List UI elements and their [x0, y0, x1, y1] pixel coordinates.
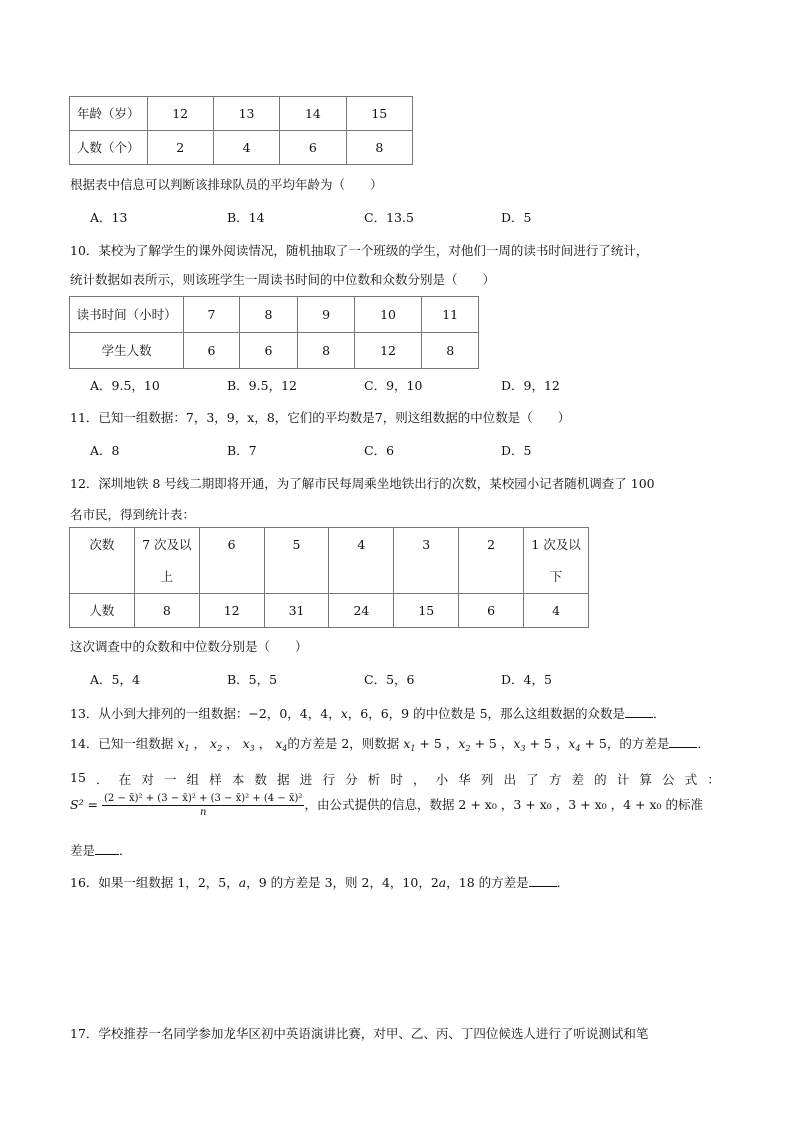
justified-char: 华: [458, 772, 471, 787]
justified-char: 的: [594, 772, 607, 787]
table-cell: 8: [134, 594, 199, 628]
question-12-options: [90, 670, 638, 688]
table-header-cell: 10: [354, 297, 422, 333]
option-a: A．13: [90, 210, 128, 225]
justified-char: 计: [616, 772, 630, 787]
table-cell: 6: [280, 131, 346, 165]
table-cell: 6: [184, 333, 240, 369]
data-list-shifted: $x_1 + 5$ ，$x_2 + 5$ ，$x_3 + 5$ ，$x_4 + 5$: [403, 736, 607, 753]
reading-time-table: [69, 296, 479, 369]
justified-char: 公: [662, 772, 675, 787]
option-a: A．8: [90, 443, 120, 458]
justified-char: ，: [413, 772, 426, 787]
question-9-stem: 根据表中信息可以判断该排球队员的平均年龄为（ ）: [70, 177, 383, 192]
variable-a: a: [438, 875, 447, 890]
answer-blank[interactable]: [625, 705, 653, 718]
data-list-x: $x_1$: [177, 736, 190, 753]
question-9-options: [90, 208, 638, 226]
question-12-line-2: 名市民，得到统计表：: [70, 507, 196, 522]
table-header-cell: 3: [394, 528, 459, 562]
subway-trips-table: [69, 527, 589, 628]
question-11-options: [90, 441, 638, 459]
table-header-cell: 8: [239, 297, 298, 333]
table-header-cell: 12: [147, 97, 213, 131]
table-cell: 12: [199, 594, 264, 628]
justified-char: ：: [707, 772, 720, 787]
table-header-cell: [459, 562, 524, 594]
table-header-cell: 9: [298, 297, 355, 333]
option-c: C．13.5: [364, 210, 414, 225]
table-header-cell: 15: [346, 97, 412, 131]
question-16: 16．如果一组数据 1，2，5，a，9 的方差是 3，则 2，4，10，2a，18 的方差是 ．: [70, 875, 570, 890]
justified-char: 本: [231, 772, 245, 787]
table-header-cell: [394, 562, 459, 594]
option-c: C．5，6: [364, 672, 415, 687]
justified-char: 进: [299, 772, 313, 787]
table-header-cell: [70, 562, 135, 594]
justified-char: 列: [480, 772, 494, 787]
justified-char: 15: [70, 770, 86, 785]
answer-blank[interactable]: [669, 735, 697, 748]
table-cell: 6: [459, 594, 524, 628]
question-12-line-1: 12．深圳地铁 8 号线二期即将开通，为了解市民每周乘坐地铁出行的次数，某校园小记者随机调查了 100: [70, 476, 655, 491]
table-header-cell: [264, 562, 329, 594]
answer-blank[interactable]: [95, 842, 119, 855]
option-b: B．7: [227, 443, 257, 458]
justified-char: 对: [141, 772, 154, 787]
justified-char: 分: [345, 772, 358, 787]
table-header-cell: 5: [264, 528, 329, 562]
question-11-stem: 11．已知一组数据：7，3，9，x，8，它们的平均数是7，则这组数据的中位数是（ ）: [70, 410, 571, 425]
justified-char: 样: [209, 772, 222, 787]
variable-x: x: [340, 706, 348, 721]
table-header-cell: 7 次及以: [134, 528, 199, 562]
option-c: C．6: [364, 443, 395, 458]
table-cell: 人数: [70, 594, 135, 628]
question-10-line-1: 10．某校为了解学生的课外阅读情况，随机抽取了一个班级的学生，对他们一周的读书时间进行了统计，: [70, 243, 649, 258]
table-cell: 24: [329, 594, 394, 628]
table-header-cell: [329, 562, 394, 594]
justified-char: 时: [390, 772, 403, 787]
table-header-cell: 2: [459, 528, 524, 562]
option-b: B．5，5: [227, 672, 278, 687]
option-a: A．9.5，10: [90, 378, 160, 393]
table-cell: 6: [239, 333, 298, 369]
table-header-cell: 下: [524, 562, 589, 594]
table-cell: 8: [346, 131, 412, 165]
option-b: B．9.5，12: [227, 378, 297, 393]
variance-formula: S² = $\frac{\text{(2 − x̄)² + (3 − x̄)² + (3 − x̄)² + (4 − x̄)²}}{n}$ ，由公式提供的信息，数据 2 + x₀ ，3 + x₀ ，3 + x₀ ，4 + x₀ 的标准: [70, 793, 704, 818]
table-cell: 2: [147, 131, 213, 165]
question-15-line-3: 差是 ．: [70, 843, 132, 858]
question-10-options: [90, 376, 638, 394]
formula-denominator: n: [200, 807, 207, 818]
question-15-line-1: [70, 770, 720, 788]
justified-char: 组: [186, 772, 200, 787]
answer-blank[interactable]: [529, 874, 557, 887]
justified-char: 算: [639, 772, 652, 787]
table-header-cell: 13: [213, 97, 279, 131]
justified-char: 析: [367, 772, 381, 787]
justified-char: 行: [322, 772, 335, 787]
table-cell: 15: [394, 594, 459, 628]
formula-numerator: (2 − x̄)² + (3 − x̄)² + (3 − x̄)² + (4 − x̄)²: [104, 793, 303, 804]
justified-char: ．: [96, 772, 109, 787]
table-header-cell: 14: [280, 97, 346, 131]
table-cell: 4: [524, 594, 589, 628]
justified-char: 数: [254, 772, 268, 787]
option-a: A．5，4: [90, 672, 140, 687]
justified-char: 在: [118, 772, 132, 787]
variable-a: a: [238, 875, 247, 890]
table-header-cell: 读书时间（小时）: [70, 297, 184, 333]
age-table: [69, 96, 413, 165]
table-header-cell: 1 次及以: [524, 528, 589, 562]
option-c: C．9，10: [364, 378, 423, 393]
table-header-cell: [199, 562, 264, 594]
option-d: D．4，5: [501, 672, 552, 687]
justified-char: 出: [503, 772, 517, 787]
table-cell: 31: [264, 594, 329, 628]
justified-char: 据: [277, 772, 290, 787]
table-header-cell: 年龄（岁）: [70, 97, 148, 131]
justified-char: 方: [548, 772, 562, 787]
table-header-cell: 11: [422, 297, 479, 333]
table-header-cell: 上: [134, 562, 199, 594]
table-cell: 8: [422, 333, 479, 369]
option-b: B．14: [227, 210, 265, 225]
justified-char: 小: [435, 772, 449, 787]
justified-char: 了: [526, 772, 539, 787]
table-header-cell: 4: [329, 528, 394, 562]
justified-char: 一: [163, 772, 177, 787]
justified-char: 式: [684, 772, 698, 787]
question-10-line-2: 统计数据如表所示，则该班学生一周读书时间的中位数和众数分别是（ ）: [70, 272, 496, 287]
table-cell: 学生人数: [70, 333, 184, 369]
table-cell: 8: [298, 333, 355, 369]
question-12-after: 这次调查中的众数和中位数分别是（ ）: [70, 639, 308, 654]
option-d: D．9，12: [501, 378, 560, 393]
table-cell: 12: [354, 333, 422, 369]
question-17-line-1: 17．学校推荐一名同学参加龙华区初中英语演讲比赛，对甲、乙、丙、丁四位候选人进行了听说测试和笔: [70, 1026, 649, 1041]
question-14: 14．已知一组数据 $x_1$ ， $x_2$ ， $x_3$ ， $x_4$的方差是 2，则数据 $x_1 + 5$ ，$x_2 + 5$ ，$x_3 + 5$ ，$x_4 + 5$，的方差是 ．: [70, 736, 710, 753]
table-header-cell: 6: [199, 528, 264, 562]
question-13: 13．从小到大排列的一组数据：−2，0，4，4，x，6，6，9 的中位数是 5，那么这组数据的众数是 ．: [70, 706, 666, 721]
table-cell: 人数（个）: [70, 131, 148, 165]
table-cell: 4: [213, 131, 279, 165]
option-d: D．5: [501, 210, 532, 225]
table-header-cell: 7: [184, 297, 240, 333]
table-header-cell: 次数: [70, 528, 135, 562]
option-d: D．5: [501, 443, 532, 458]
justified-char: 差: [571, 772, 584, 787]
